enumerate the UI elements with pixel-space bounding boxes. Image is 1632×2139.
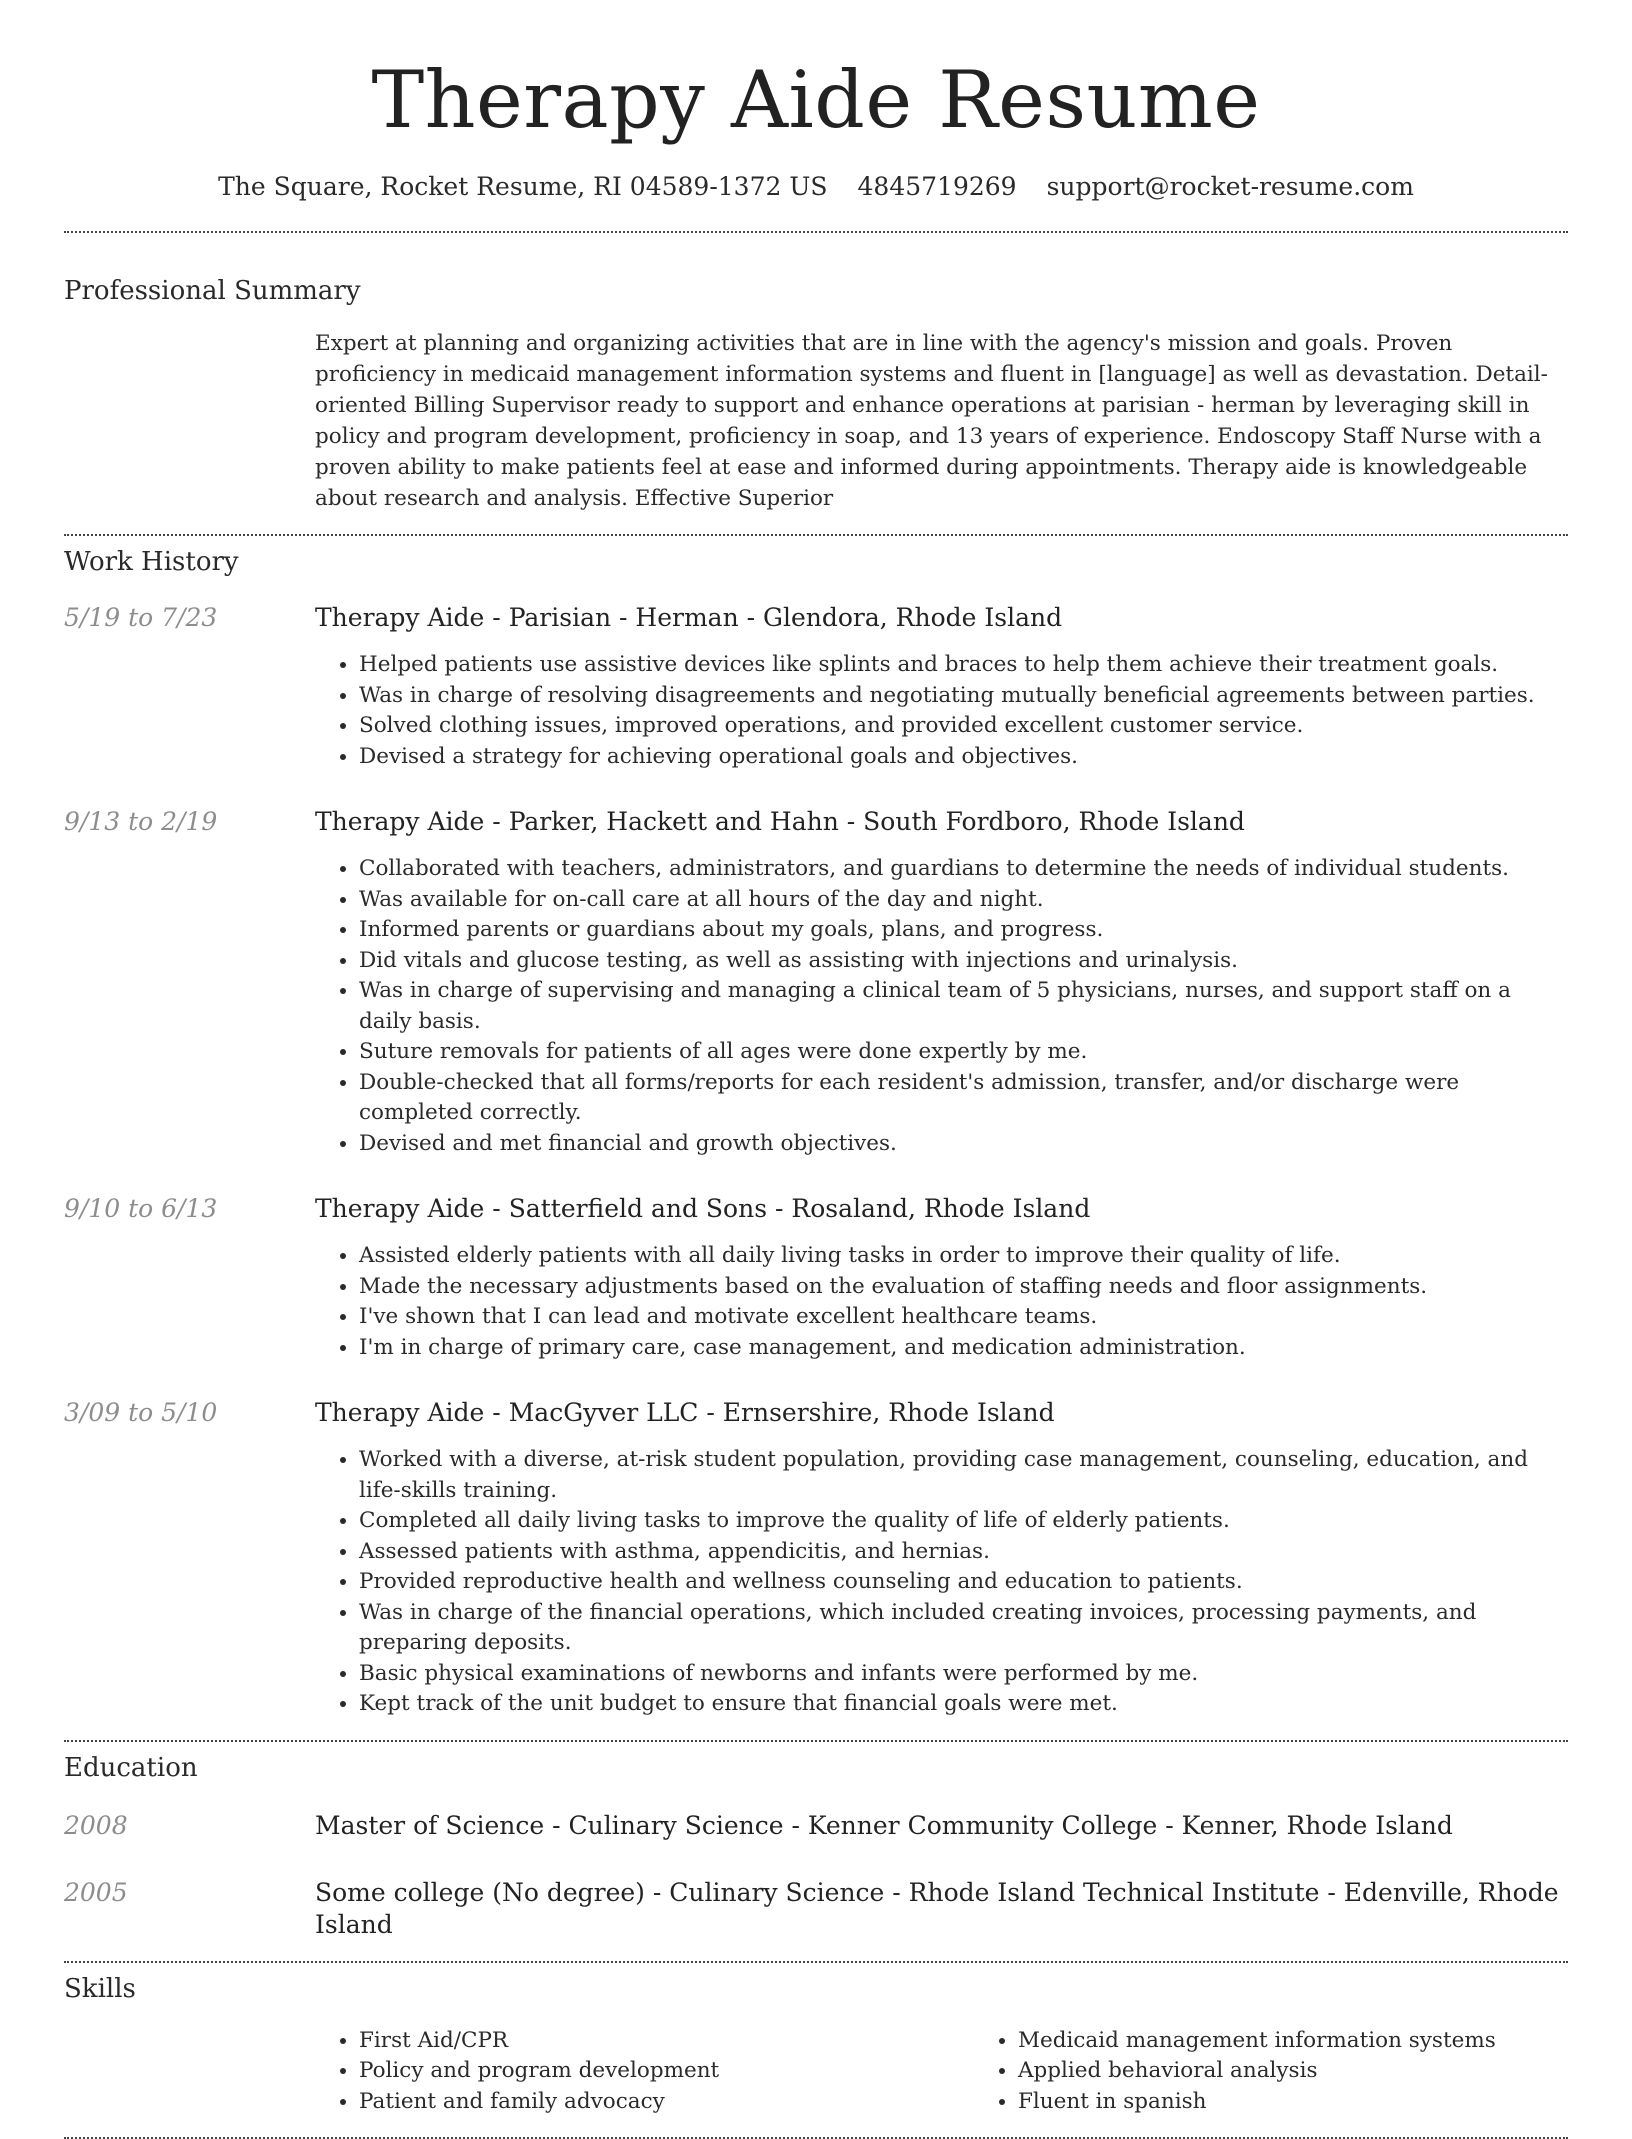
divider <box>64 1740 1568 1742</box>
job-duties <box>315 1445 1568 1720</box>
section-title-skills: Skills <box>64 1973 136 2004</box>
list-item: • Kept track of the unit budget to ensure that financial goals were met. <box>359 1689 1568 1720</box>
skills-column-right <box>974 2026 1632 2118</box>
list-item: • I've shown that I can lead and motivate excellent healthcare teams. <box>359 1302 1568 1333</box>
skills-column-left <box>315 2026 974 2118</box>
job-dates: 9/13 to 2/19 <box>64 807 218 836</box>
education-section <box>64 1751 1568 1941</box>
list-item: • Suture removals for patients of all ages were done expertly by me. <box>359 1037 1568 1068</box>
list-item: • Assessed patients with asthma, appendicitis, and hernias. <box>359 1537 1568 1568</box>
section-title-summary: Professional Summary <box>64 276 361 306</box>
list-item: • Devised and met financial and growth objectives. <box>359 1129 1568 1160</box>
section-title-education: Education <box>64 1752 198 1783</box>
job-title: Therapy Aide - Parisian - Herman - Glendora, Rhode Island <box>315 603 1063 632</box>
list-item: • Completed all daily living tasks to improve the quality of life of elderly patients. <box>359 1506 1568 1537</box>
list-item: • Was in charge of resolving disagreements and negotiating mutually beneficial agreements between parties. <box>359 681 1568 712</box>
divider <box>64 231 1568 233</box>
job-dates: 5/19 to 7/23 <box>64 603 218 632</box>
divider <box>64 534 1568 536</box>
list-item: • Provided reproductive health and wellness counseling and education to patients. <box>359 1567 1568 1598</box>
job-entry <box>64 1193 1568 1363</box>
education-degree: Some college (No degree) - Culinary Science - Rhode Island Technical Institute - Edenville, Rhode Island <box>315 1877 1559 1939</box>
summary-section <box>64 274 1568 514</box>
list-item: • Helped patients use assistive devices like splints and braces to help them achieve their treatment goals. <box>359 650 1568 681</box>
education-year: 2005 <box>64 1877 128 1907</box>
list-item: • Devised a strategy for achieving operational goals and objectives. <box>359 742 1568 773</box>
list-item: • Was in charge of the financial operations, which included creating invoices, processing payments, and preparing deposits. <box>359 1598 1568 1659</box>
list-item: • Did vitals and glucose testing, as well as assisting with injections and urinalysis. <box>359 946 1568 977</box>
skill-item: • Policy and program development <box>359 2056 974 2087</box>
contact-line <box>64 170 1568 204</box>
skill-item: • Patient and family advocacy <box>359 2087 974 2118</box>
summary-text: Expert at planning and organizing activities that are in line with the agency's mission and goals. Proven proficiency in medicaid management information systems and fluent in [language] as well as devastation. Detail-oriented Billing Supervisor ready to support and enhance operations at parisian - herman by leveraging skill in policy and program development, proficiency in soap, and 13 years of experience. Endoscopy Staff Nurse with a proven ability to make patients feel at ease and informed during appointments. Therapy aide is knowledgeable about research and analysis. Effective Superior <box>315 331 1548 511</box>
list-item: • Assisted elderly patients with all daily living tasks in order to improve their quality of life. <box>359 1241 1568 1272</box>
list-item: • Made the necessary adjustments based on the evaluation of staffing needs and floor assignments. <box>359 1272 1568 1303</box>
section-title-work-history: Work History <box>64 547 239 577</box>
skill-item: • Applied behavioral analysis <box>1018 2056 1632 2087</box>
job-entry <box>64 1397 1568 1720</box>
list-item: • Collaborated with teachers, administrators, and guardians to determine the needs of individual students. <box>359 854 1568 885</box>
work-history-section <box>64 545 1568 1720</box>
skills-section <box>64 1972 1568 2118</box>
contact-address: The Square, Rocket Resume, RI 04589-1372 US <box>218 172 828 201</box>
job-duties <box>315 854 1568 1159</box>
skills-list <box>315 2026 1632 2118</box>
list-item: • I'm in charge of primary care, case management, and medication administration. <box>359 1333 1568 1364</box>
education-degree: Master of Science - Culinary Science - Kenner Community College - Kenner, Rhode Island <box>315 1810 1453 1840</box>
education-entry <box>64 1877 1568 1941</box>
education-year: 2008 <box>64 1810 128 1840</box>
job-dates: 9/10 to 6/13 <box>64 1194 218 1223</box>
list-item: • Solved clothing issues, improved operations, and provided excellent customer service. <box>359 711 1568 742</box>
contact-phone: 4845719269 <box>857 172 1017 201</box>
job-title: Therapy Aide - Satterfield and Sons - Rosaland, Rhode Island <box>315 1194 1091 1223</box>
list-item: • Was available for on-call care at all hours of the day and night. <box>359 885 1568 916</box>
job-title: Therapy Aide - MacGyver LLC - Ernsershire, Rhode Island <box>315 1398 1055 1427</box>
contact-email: support@rocket-resume.com <box>1046 172 1414 201</box>
job-entry <box>64 806 1568 1159</box>
list-item: • Was in charge of supervising and managing a clinical team of 5 physicians, nurses, and support staff on a daily basis. <box>359 976 1568 1037</box>
job-duties <box>315 650 1568 772</box>
list-item: • Double-checked that all forms/reports for each resident's admission, transfer, and/or discharge were completed correctly. <box>359 1068 1568 1129</box>
list-item: • Worked with a diverse, at-risk student population, providing case management, counseling, education, and life-skills training. <box>359 1445 1568 1506</box>
resume-title: Therapy Aide Resume <box>371 54 1261 146</box>
skill-item: • First Aid/CPR <box>359 2026 974 2057</box>
education-entry <box>64 1810 1568 1842</box>
job-dates: 3/09 to 5/10 <box>64 1398 218 1427</box>
list-item: • Basic physical examinations of newborns and infants were performed by me. <box>359 1659 1568 1690</box>
skill-item: • Fluent in spanish <box>1018 2087 1632 2118</box>
job-duties <box>315 1241 1568 1363</box>
list-item: • Informed parents or guardians about my goals, plans, and progress. <box>359 915 1568 946</box>
divider <box>64 1961 1568 1963</box>
job-title: Therapy Aide - Parker, Hackett and Hahn - South Fordboro, Rhode Island <box>315 807 1245 836</box>
job-entry <box>64 602 1568 772</box>
skill-item: • Medicaid management information systems <box>1018 2026 1632 2057</box>
